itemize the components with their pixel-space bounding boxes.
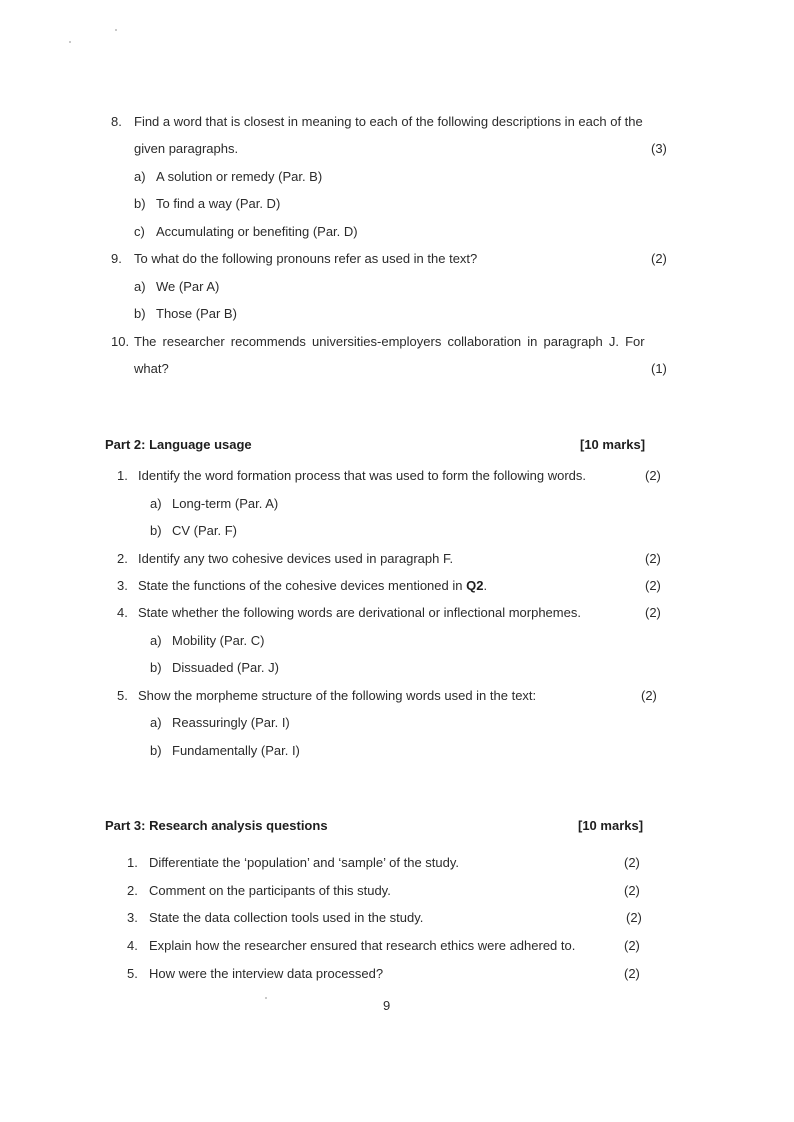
sub-item-letter: c): [134, 224, 145, 239]
question-number: 1.: [127, 855, 138, 870]
question-number: 4.: [127, 938, 138, 953]
sub-item-letter: a): [150, 715, 162, 730]
question-text: State whether the following words are derivational or inflectional morphemes.: [138, 605, 581, 620]
question-text-part: .: [483, 578, 488, 593]
question-text-continued: given paragraphs.: [134, 141, 239, 156]
question-number: 4.: [117, 605, 128, 620]
question-marks: (2): [645, 578, 661, 593]
sub-item-text: To find a way (Par. D): [156, 196, 281, 211]
question-marks: (3): [651, 141, 667, 156]
question-marks: (2): [624, 883, 640, 898]
question-marks: (2): [645, 605, 661, 620]
sub-item-letter: a): [150, 496, 162, 511]
question-number: 3.: [127, 910, 138, 925]
question-number: 3.: [117, 578, 128, 593]
question-text: Find a word that is closest in meaning to each of the following descriptions in each of the: [134, 114, 643, 129]
sub-item-text: Reassuringly (Par. I): [172, 715, 290, 730]
section-heading: Part 2: Language usage: [105, 437, 252, 452]
question-marks: (2): [645, 551, 661, 566]
question-text: Identify any two cohesive devices used in paragraph F.: [138, 551, 454, 566]
question-text: Differentiate the ‘population’ and ‘sample’ of the study.: [149, 855, 460, 870]
question-number: 9.: [111, 251, 122, 266]
scan-speck: [115, 29, 117, 31]
scan-speck: [69, 41, 71, 43]
sub-item-text: Fundamentally (Par. I): [172, 743, 300, 758]
question-marks: (2): [624, 966, 640, 981]
question-text-part: State the functions of the cohesive devices mentioned in: [138, 578, 467, 593]
question-number: 5.: [127, 966, 138, 981]
question-number: 2.: [127, 883, 138, 898]
sub-item-letter: b): [134, 306, 146, 321]
page-number: 9: [383, 998, 391, 1013]
question-number: 10.: [111, 334, 130, 349]
question-text: The researcher recommends universities-employers collaboration in paragraph J. For: [134, 334, 645, 349]
question-marks: (2): [641, 688, 657, 703]
question-marks: (1): [651, 361, 667, 376]
question-marks: (2): [624, 855, 640, 870]
question-number: 2.: [117, 551, 128, 566]
sub-item-letter: b): [150, 660, 162, 675]
sub-item-text: Mobility (Par. C): [172, 633, 265, 648]
section-total-marks: [10 marks]: [580, 437, 646, 452]
question-text: Show the morpheme structure of the following words used in the text:: [138, 688, 537, 703]
sub-item-text: Long-term (Par. A): [172, 496, 279, 511]
sub-item-text: Accumulating or benefiting (Par. D): [156, 224, 358, 239]
question-text: To what do the following pronouns refer as used in the text?: [134, 251, 478, 266]
question-number: 8.: [111, 114, 122, 129]
sub-item-letter: a): [134, 279, 146, 294]
question-text: Comment on the participants of this study.: [149, 883, 391, 898]
question-reference: Q2: [466, 578, 484, 593]
sub-item-letter: b): [150, 743, 162, 758]
question-text: How were the interview data processed?: [149, 966, 384, 981]
question-marks: (2): [651, 251, 667, 266]
question-text-continued: what?: [134, 361, 169, 376]
sub-item-text: Those (Par B): [156, 306, 237, 321]
sub-item-text: We (Par A): [156, 279, 220, 294]
sub-item-letter: a): [150, 633, 162, 648]
question-marks: (2): [624, 938, 640, 953]
sub-item-text: Dissuaded (Par. J): [172, 660, 279, 675]
question-marks: (2): [626, 910, 642, 925]
question-text: Identify the word formation process that was used to form the following words.: [138, 468, 586, 483]
question-marks: (2): [645, 468, 661, 483]
question-text: Explain how the researcher ensured that research ethics were adhered to.: [149, 938, 576, 953]
question-text: State the data collection tools used in the study.: [149, 910, 424, 925]
sub-item-text: CV (Par. F): [172, 523, 238, 538]
section-total-marks: [10 marks]: [578, 818, 644, 833]
question-number: 1.: [117, 468, 128, 483]
question-number: 5.: [117, 688, 128, 703]
sub-item-letter: b): [134, 196, 146, 211]
sub-item-letter: a): [134, 169, 146, 184]
question-text: [138, 578, 487, 593]
sub-item-text: A solution or remedy (Par. B): [156, 169, 323, 184]
sub-item-letter: b): [150, 523, 162, 538]
section-heading: Part 3: Research analysis questions: [105, 818, 328, 833]
scan-speck: [265, 997, 267, 999]
